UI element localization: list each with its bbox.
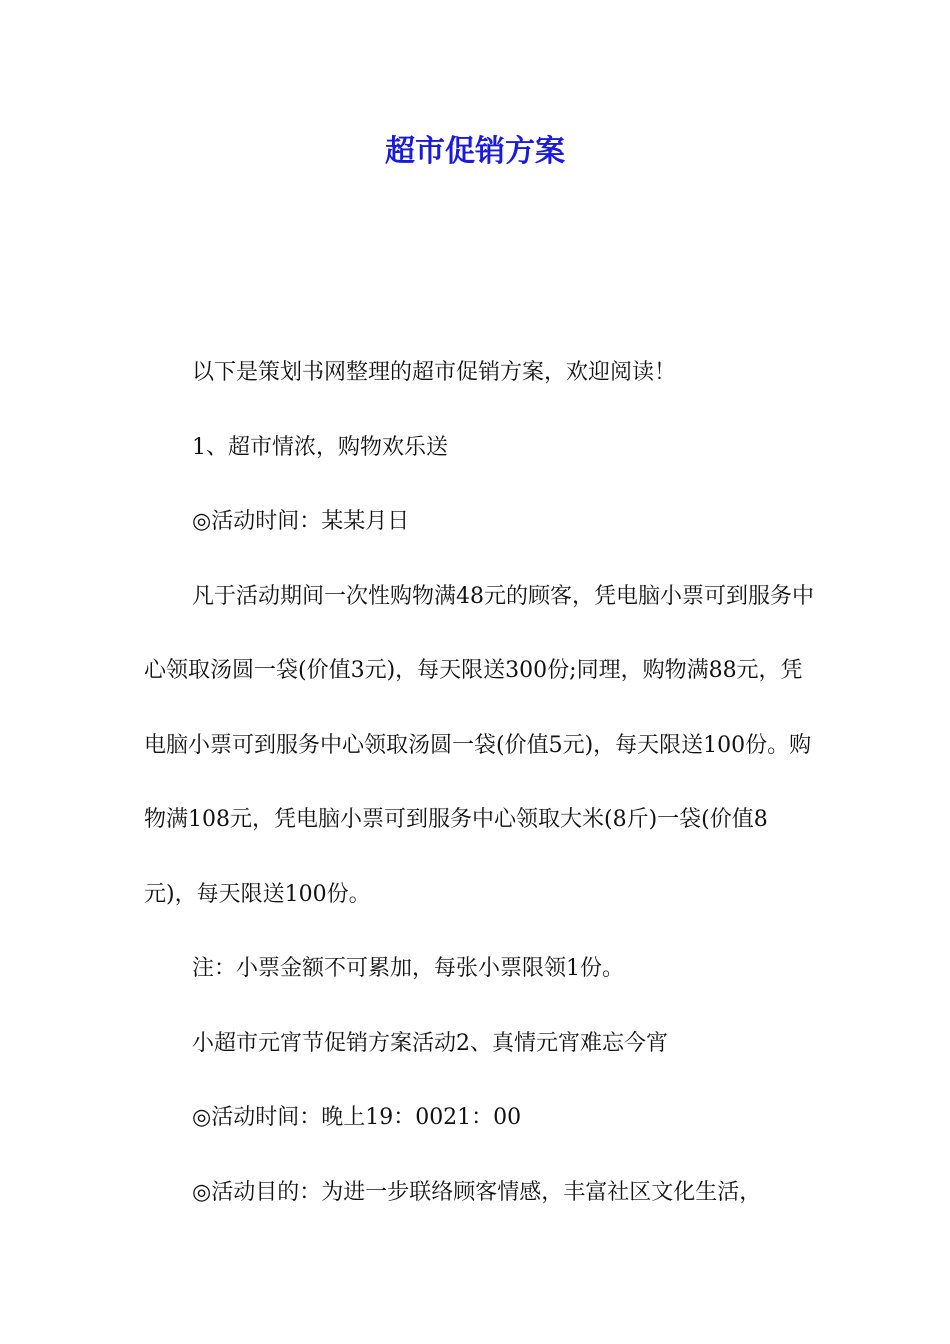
paragraph-activity-details: 凡于活动期间一次性购物满48元的顾客，凭电脑小票可到服务中心领取汤圆一袋(价值3元)，每天限送300份;同理，购物满88元，凭电脑小票可到服务中心领取汤圆一袋(价值5元)，每天限送100份。购物满108元，凭电脑小票可到服务中心领取大米(8斤)一袋(价值8元)，每天限送100份。	[144, 583, 814, 907]
paragraph-activity-purpose: ◎活动目的：为进一步联络顾客情感，丰富社区文化生活，	[192, 1179, 762, 1205]
document-body	[144, 336, 816, 1230]
paragraph-activity-time: ◎活动时间：某某月日	[192, 509, 410, 534]
document-title: 超市促销方案	[385, 134, 565, 169]
paragraph-evening-time: ◎活动时间：晚上19：0021：00	[192, 1105, 522, 1130]
paragraph-section-2-heading: 小超市元宵节促销方案活动2、真情元宵难忘今宵	[192, 1030, 668, 1056]
paragraph-note: 注：小票金额不可累加，每张小票限领1份。	[192, 956, 624, 981]
paragraph-intro: 以下是策划书网整理的超市促销方案，欢迎阅读！	[192, 360, 677, 385]
paragraph-section-1-heading: 1、超市情浓，购物欢乐送	[192, 434, 448, 460]
